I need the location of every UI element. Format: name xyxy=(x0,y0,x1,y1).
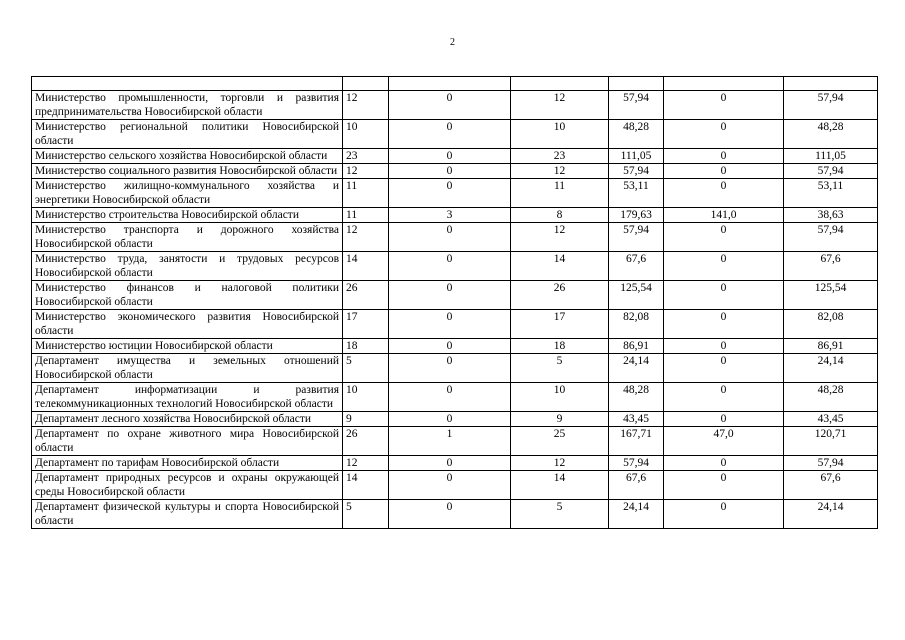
value-cell: 24,14 xyxy=(784,500,878,529)
value-cell: 0 xyxy=(389,120,511,149)
value-cell: 8 xyxy=(511,208,609,223)
value-cell: 24,14 xyxy=(609,500,664,529)
value-cell: 12 xyxy=(343,164,389,179)
header-cell xyxy=(511,77,609,91)
value-cell: 141,0 xyxy=(664,208,784,223)
table-row xyxy=(32,383,878,412)
header-cell xyxy=(664,77,784,91)
value-cell: 11 xyxy=(343,179,389,208)
value-cell: 43,45 xyxy=(609,412,664,427)
value-cell: 0 xyxy=(389,383,511,412)
value-cell: 57,94 xyxy=(784,456,878,471)
value-cell: 3 xyxy=(389,208,511,223)
value-cell: 0 xyxy=(664,120,784,149)
value-cell: 57,94 xyxy=(784,91,878,120)
value-cell: 111,05 xyxy=(609,149,664,164)
table-row xyxy=(32,179,878,208)
value-cell: 47,0 xyxy=(664,427,784,456)
value-cell: 0 xyxy=(664,456,784,471)
value-cell: 0 xyxy=(664,179,784,208)
organization-name-cell: Министерство экономического развития Новосибирской области xyxy=(32,310,343,339)
organization-name-cell: Министерство юстиции Новосибирской области xyxy=(32,339,343,354)
value-cell: 11 xyxy=(343,208,389,223)
value-cell: 0 xyxy=(664,91,784,120)
value-cell: 0 xyxy=(664,252,784,281)
value-cell: 0 xyxy=(664,500,784,529)
value-cell: 9 xyxy=(343,412,389,427)
value-cell: 0 xyxy=(389,354,511,383)
table-row xyxy=(32,354,878,383)
table-row xyxy=(32,208,878,223)
header-cell xyxy=(784,77,878,91)
table-row xyxy=(32,223,878,252)
value-cell: 0 xyxy=(389,252,511,281)
table-row xyxy=(32,281,878,310)
table-row xyxy=(32,339,878,354)
value-cell: 5 xyxy=(511,500,609,529)
value-cell: 57,94 xyxy=(784,223,878,252)
value-cell: 5 xyxy=(343,500,389,529)
value-cell: 57,94 xyxy=(784,164,878,179)
value-cell: 12 xyxy=(343,223,389,252)
value-cell: 12 xyxy=(511,223,609,252)
value-cell: 179,63 xyxy=(609,208,664,223)
value-cell: 125,54 xyxy=(784,281,878,310)
organization-name-cell: Министерство строительства Новосибирской области xyxy=(32,208,343,223)
value-cell: 67,6 xyxy=(784,252,878,281)
value-cell: 0 xyxy=(664,471,784,500)
value-cell: 12 xyxy=(511,91,609,120)
value-cell: 57,94 xyxy=(609,164,664,179)
organization-name-cell: Департамент природных ресурсов и охраны окружающей среды Новосибирской области xyxy=(32,471,343,500)
value-cell: 0 xyxy=(664,149,784,164)
value-cell: 0 xyxy=(389,471,511,500)
value-cell: 14 xyxy=(511,471,609,500)
header-cell xyxy=(389,77,511,91)
organization-name-cell: Департамент лесного хозяйства Новосибирской области xyxy=(32,412,343,427)
table-row xyxy=(32,91,878,120)
value-cell: 14 xyxy=(511,252,609,281)
header-cell xyxy=(343,77,389,91)
organization-name-cell: Департамент имущества и земельных отношений Новосибирской области xyxy=(32,354,343,383)
value-cell: 120,71 xyxy=(784,427,878,456)
value-cell: 0 xyxy=(389,412,511,427)
table-row xyxy=(32,471,878,500)
value-cell: 57,94 xyxy=(609,456,664,471)
organization-name-cell: Министерство труда, занятости и трудовых ресурсов Новосибирской области xyxy=(32,252,343,281)
value-cell: 0 xyxy=(389,339,511,354)
value-cell: 0 xyxy=(389,500,511,529)
organization-name-cell: Министерство сельского хозяйства Новосибирской области xyxy=(32,149,343,164)
table-row xyxy=(32,412,878,427)
value-cell: 0 xyxy=(664,339,784,354)
value-cell: 25 xyxy=(511,427,609,456)
value-cell: 24,14 xyxy=(609,354,664,383)
value-cell: 26 xyxy=(511,281,609,310)
value-cell: 0 xyxy=(389,223,511,252)
value-cell: 125,54 xyxy=(609,281,664,310)
header-cell xyxy=(609,77,664,91)
value-cell: 26 xyxy=(343,281,389,310)
table-row xyxy=(32,500,878,529)
value-cell: 5 xyxy=(511,354,609,383)
value-cell: 0 xyxy=(389,310,511,339)
table-row xyxy=(32,456,878,471)
organization-name-cell: Министерство промышленности, торговли и развития предпринимательства Новосибирской области xyxy=(32,91,343,120)
organization-name-cell: Министерство транспорта и дорожного хозяйства Новосибирской области xyxy=(32,223,343,252)
header-cell xyxy=(32,77,343,91)
value-cell: 10 xyxy=(511,120,609,149)
value-cell: 57,94 xyxy=(609,91,664,120)
value-cell: 0 xyxy=(664,164,784,179)
value-cell: 18 xyxy=(511,339,609,354)
organization-name-cell: Министерство жилищно-коммунального хозяйства и энергетики Новосибирской области xyxy=(32,179,343,208)
organization-name-cell: Департамент физической культуры и спорта Новосибирской области xyxy=(32,500,343,529)
organization-name-cell: Министерство региональной политики Новосибирской области xyxy=(32,120,343,149)
organization-name-cell: Министерство социального развития Новосибирской области xyxy=(32,164,343,179)
value-cell: 24,14 xyxy=(784,354,878,383)
organization-name-cell: Департамент по охране животного мира Новосибирской области xyxy=(32,427,343,456)
value-cell: 67,6 xyxy=(609,252,664,281)
value-cell: 0 xyxy=(389,164,511,179)
table-row xyxy=(32,149,878,164)
value-cell: 17 xyxy=(343,310,389,339)
value-cell: 0 xyxy=(389,91,511,120)
value-cell: 48,28 xyxy=(609,120,664,149)
value-cell: 18 xyxy=(343,339,389,354)
value-cell: 10 xyxy=(511,383,609,412)
value-cell: 82,08 xyxy=(609,310,664,339)
table-row xyxy=(32,427,878,456)
value-cell: 26 xyxy=(343,427,389,456)
value-cell: 53,11 xyxy=(784,179,878,208)
value-cell: 48,28 xyxy=(609,383,664,412)
table-row xyxy=(32,120,878,149)
value-cell: 0 xyxy=(664,383,784,412)
value-cell: 5 xyxy=(343,354,389,383)
value-cell: 0 xyxy=(389,179,511,208)
value-cell: 11 xyxy=(511,179,609,208)
table-row xyxy=(32,310,878,339)
value-cell: 12 xyxy=(511,164,609,179)
value-cell: 86,91 xyxy=(784,339,878,354)
value-cell: 86,91 xyxy=(609,339,664,354)
table-header-row xyxy=(32,77,878,91)
value-cell: 12 xyxy=(343,91,389,120)
value-cell: 38,63 xyxy=(784,208,878,223)
value-cell: 10 xyxy=(343,120,389,149)
value-cell: 67,6 xyxy=(784,471,878,500)
value-cell: 111,05 xyxy=(784,149,878,164)
value-cell: 0 xyxy=(389,149,511,164)
value-cell: 12 xyxy=(511,456,609,471)
table-row xyxy=(32,252,878,281)
organization-name-cell: Департамент информатизации и развития телекоммуникационных технологий Новосибирской области xyxy=(32,383,343,412)
value-cell: 67,6 xyxy=(609,471,664,500)
value-cell: 23 xyxy=(511,149,609,164)
value-cell: 48,28 xyxy=(784,383,878,412)
value-cell: 0 xyxy=(389,456,511,471)
value-cell: 43,45 xyxy=(784,412,878,427)
value-cell: 0 xyxy=(389,281,511,310)
value-cell: 0 xyxy=(664,412,784,427)
table-row xyxy=(32,164,878,179)
value-cell: 1 xyxy=(389,427,511,456)
page-number: 2 xyxy=(450,37,455,48)
value-cell: 82,08 xyxy=(784,310,878,339)
value-cell: 17 xyxy=(511,310,609,339)
value-cell: 57,94 xyxy=(609,223,664,252)
value-cell: 0 xyxy=(664,354,784,383)
value-cell: 23 xyxy=(343,149,389,164)
value-cell: 53,11 xyxy=(609,179,664,208)
value-cell: 0 xyxy=(664,281,784,310)
value-cell: 9 xyxy=(511,412,609,427)
value-cell: 14 xyxy=(343,471,389,500)
value-cell: 0 xyxy=(664,223,784,252)
budget-table xyxy=(31,76,878,529)
value-cell: 0 xyxy=(664,310,784,339)
organization-name-cell: Министерство финансов и налоговой политики Новосибирской области xyxy=(32,281,343,310)
value-cell: 12 xyxy=(343,456,389,471)
value-cell: 167,71 xyxy=(609,427,664,456)
value-cell: 48,28 xyxy=(784,120,878,149)
value-cell: 14 xyxy=(343,252,389,281)
organization-name-cell: Департамент по тарифам Новосибирской области xyxy=(32,456,343,471)
value-cell: 10 xyxy=(343,383,389,412)
